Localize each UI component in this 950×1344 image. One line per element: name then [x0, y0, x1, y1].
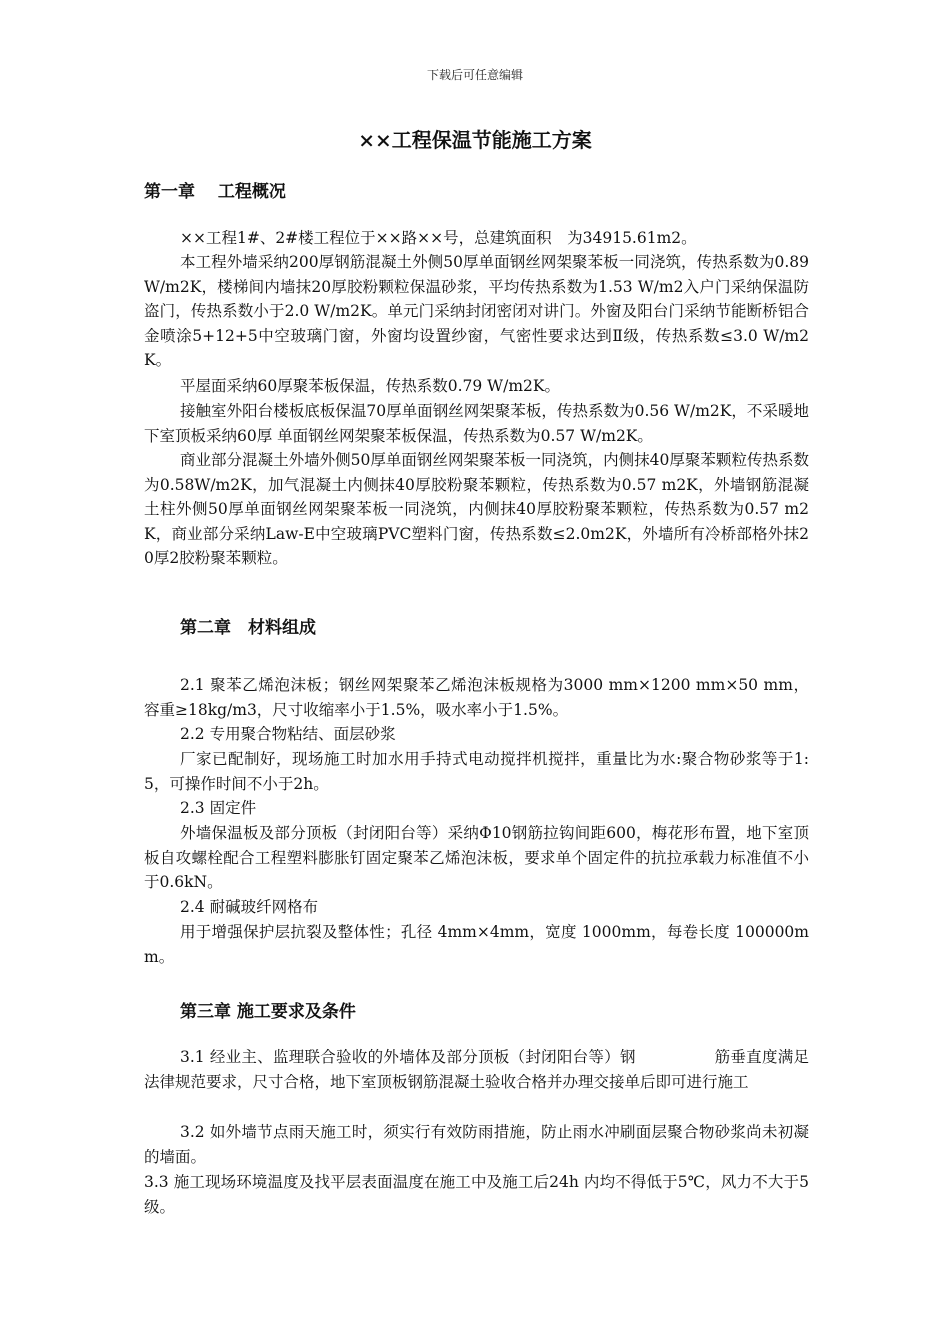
- section-3-3: 3.3 施工现场环境温度及找平层表面温度在施工中及施工后24h 内均不得低于5℃，风力不大于5 级。: [144, 1173, 809, 1216]
- section-2-3-body: 外墙保温板及部分顶板（封闭阳台等）采纳Φ10钢筋拉钩间距600，梅花形布置，地下室顶板自攻螺栓配合工程塑料膨胀钉固定聚苯乙烯泡沫板，要求单个固定件的抗拉承载力标准值不小于0.6kN。: [144, 824, 809, 891]
- section-3-2: 3.2 如外墙节点雨天施工时，须实行有效防雨措施，防止雨水冲刷面层聚合物砂浆尚未初凝的墙面。: [144, 1123, 809, 1166]
- chapter1-paragraph-4: 接触室外阳台楼板底板保温70厚单面钢丝网架聚苯板，传热系数为0.56 W/m2K，不采暖地下室顶板采纳60厚 单面钢丝网架聚苯板保温，传热系数为0.57 W/m2K。: [144, 402, 809, 445]
- chapter1-paragraph-5: 商业部分混凝土外墙外侧50厚单面钢丝网架聚苯板一同浇筑，内侧抹40厚聚苯颗粒传热系数为0.58W/m2K，加气混凝土内侧抹40厚胶粉聚苯颗粒，传热系数为0.57 m2K，外墙钢筋混凝土柱外侧50厚单面钢丝网架聚苯板一同浇筑，内侧抹40厚胶粉聚苯颗粒，传热系数为0.57 m2K，商业部分采纳Law-E中空玻璃PVC塑料门窗，传热系数≤2.0m2K，外墙所有冷桥部格外抹20厚2胶粉聚苯颗粒。: [144, 451, 809, 567]
- section-2-3-title: 2.3 固定件: [180, 799, 257, 817]
- chapter1-paragraph-3: 平屋面采纳60厚聚苯板保温，传热系数0.79 W/m2K。: [180, 377, 560, 395]
- section-2-4-title: 2.4 耐碱玻纤网格布: [180, 898, 319, 916]
- section-2-2-body: 厂家已配制好，现场施工时加水用手持式电动搅拌机搅拌，重量比为水:聚合物砂浆等于1:5，可操作时间不小于2h。: [144, 750, 809, 793]
- section-3-1: 3.1 经业主、监理联合验收的外墙体及部分顶板（封闭阳台等）钢 筋垂直度满足法律规范要求，尺寸合格，地下室顶板钢筋混凝土验收合格并办理交接单后即可进行施工: [144, 1048, 809, 1091]
- section-2-4-body: 用于增强保护层抗裂及整体性；孔径 4mm×4mm，宽度 1000mm，每卷长度 100000mm。: [144, 923, 809, 966]
- chapter3-heading: 第三章 施工要求及条件: [180, 1002, 356, 1022]
- section-2-1: 2.1 聚苯乙烯泡沫板；钢丝网架聚苯乙烯泡沫板规格为3000 mm×1200 mm×50 mm，容重≥18kg/m3，尺寸收缩率小于1.5%，吸水率小于1.5%。: [144, 676, 809, 719]
- document-title: ××工程保温节能施工方案: [358, 128, 592, 152]
- section-2-2-title: 2.2 专用聚合物粘结、面层砂浆: [180, 725, 396, 743]
- chapter2-heading: 第二章 材料组成: [180, 618, 316, 638]
- page-header: 下载后可任意编辑: [426, 68, 523, 82]
- chapter1-paragraph-2: 本工程外墙采纳200厚钢筋混凝土外侧50厚单面钢丝网架聚苯板一同浇筑，传热系数为0.89W/m2K，楼梯间内墙抹20厚胶粉颗粒保温砂浆，平均传热系数为1.53 W/m2入户门采纳保温防盗门，传热系数小于2.0 W/m2K。单元门采纳封闭密闭对讲门。外窗及阳台门采纳节能断桥铝合金喷涂5+12+5中空玻璃门窗，外窗均设置纱窗，气密性要求达到Ⅱ级，传热系数≤3.0 W/m2K。: [144, 253, 809, 369]
- chapter1-paragraph-1: ××工程1#、2#楼工程位于××路××号，总建筑面积 为34915.61m2。: [180, 229, 697, 247]
- chapter1-heading: 第一章 工程概况: [144, 182, 286, 202]
